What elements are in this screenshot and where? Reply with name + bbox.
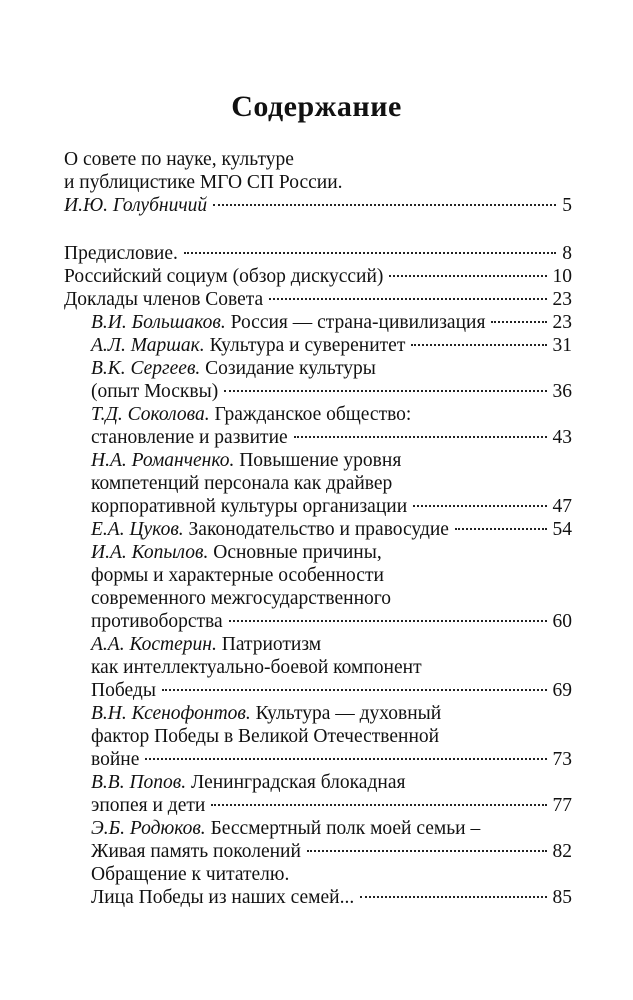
dot-leader [455, 528, 547, 530]
toc-entry [64, 771, 572, 817]
toc-page-number: 5 [562, 195, 572, 216]
toc-entry [64, 403, 572, 449]
dot-leader [224, 390, 546, 392]
toc-title: О совете по науке, культуре [64, 149, 294, 170]
toc-entry [64, 863, 572, 909]
dot-leader [413, 505, 546, 507]
toc-title: Российский социум (обзор дискуссий) [64, 266, 384, 287]
toc-title: современного межгосударственного [91, 588, 392, 609]
toc-line [91, 541, 572, 564]
toc-line [91, 380, 572, 403]
toc-entry [64, 518, 572, 541]
toc-title: Доклады членов Совета [64, 289, 264, 310]
dot-leader [213, 204, 556, 206]
toc-page-number: 69 [552, 680, 572, 701]
toc-page-number: 47 [552, 496, 572, 517]
toc-page-number: 31 [552, 335, 572, 356]
toc-title: Бессмертный полк моей семьи – [210, 818, 481, 839]
toc-line [64, 288, 572, 311]
toc-line [91, 725, 572, 748]
dot-leader [145, 758, 546, 760]
toc-title: и публицистике МГО СП России. [64, 172, 343, 193]
toc-author: И.Ю. Голубничий [64, 195, 208, 216]
toc-line [91, 771, 572, 794]
dot-leader [389, 275, 546, 277]
toc-entry [64, 357, 572, 403]
toc-page-number: 85 [552, 887, 572, 908]
toc-title: Основные причины, [213, 542, 382, 563]
toc-entry [64, 311, 572, 334]
toc-line [91, 702, 572, 725]
toc-title: эпопея и дети [91, 795, 206, 816]
toc-line [91, 817, 572, 840]
toc-line [91, 656, 572, 679]
toc-page-number: 54 [552, 519, 572, 540]
toc-line [91, 449, 572, 472]
toc-author: В.К. Сергеев. [91, 358, 201, 379]
toc-line [91, 748, 572, 771]
toc-page-number: 36 [552, 381, 572, 402]
toc-title: Созидание культуры [205, 358, 376, 379]
dot-leader [162, 689, 547, 691]
toc-line [91, 472, 572, 495]
toc-title: Гражданское общество: [214, 404, 412, 425]
toc-line [64, 148, 572, 171]
toc-line [91, 610, 572, 633]
dot-leader [491, 321, 546, 323]
toc-author: Э.Б. Родюков. [91, 818, 206, 839]
toc-line [64, 171, 572, 194]
toc-line [91, 311, 572, 334]
toc-entry [64, 288, 572, 311]
page-title: Содержание [231, 90, 402, 123]
dot-leader [269, 298, 546, 300]
toc-author: Е.А. Цуков. [91, 519, 184, 540]
toc-title: фактор Победы в Великой Отечественной [91, 726, 440, 747]
toc-title: войне [91, 749, 140, 770]
toc-entry [64, 242, 572, 265]
toc-title: Культура и суверенитет [209, 335, 406, 356]
toc-title: корпоративной культуры организации [91, 496, 408, 517]
toc-entry [64, 702, 572, 771]
dot-leader [229, 620, 547, 622]
toc-page-number: 73 [552, 749, 572, 770]
toc-title: становление и развитие [91, 427, 288, 448]
toc-author: А.А. Костерин. [91, 634, 217, 655]
toc-line [91, 426, 572, 449]
toc-line [91, 334, 572, 357]
toc-entry [64, 194, 572, 217]
toc-line [91, 403, 572, 426]
toc-title: противоборства [91, 611, 223, 632]
toc-author: А.Л. Маршак. [91, 335, 205, 356]
toc-title: Патриотизм [221, 634, 322, 655]
toc-line [64, 265, 572, 288]
toc-entry [64, 541, 572, 633]
toc-author: В.В. Попов. [91, 772, 187, 793]
toc-line [91, 679, 572, 702]
toc-page-number: 23 [552, 289, 572, 310]
toc-entry [64, 265, 572, 288]
toc-line [91, 518, 572, 541]
toc-title: Россия — страна-цивилизация [230, 312, 486, 333]
toc-line [91, 840, 572, 863]
toc-line [64, 194, 572, 217]
toc-line [91, 886, 572, 909]
toc-title: Законодательство и правосудие [188, 519, 449, 540]
toc-page-number: 43 [552, 427, 572, 448]
toc-title: как интеллектуально-боевой компонент [91, 657, 422, 678]
table-of-contents [64, 148, 572, 909]
toc-title: (опыт Москвы) [91, 381, 219, 402]
dot-leader [184, 252, 556, 254]
toc-title: формы и характерные особенности [91, 565, 384, 586]
toc-entry [64, 449, 572, 518]
toc-entry [64, 334, 572, 357]
toc-line [91, 794, 572, 817]
toc-entry [64, 817, 572, 863]
toc-line [91, 357, 572, 380]
dot-leader [411, 344, 546, 346]
toc-page-number: 82 [552, 841, 572, 862]
toc-title: Культура — духовный [255, 703, 442, 724]
toc-title: Ленинградская блокадная [191, 772, 406, 793]
toc-line [91, 495, 572, 518]
dot-leader [307, 850, 547, 852]
toc-author: Н.А. Романченко. [91, 450, 235, 471]
toc-page-number: 60 [552, 611, 572, 632]
toc-line [91, 633, 572, 656]
toc-title: Повышение уровня [239, 450, 402, 471]
toc-page-number: 10 [552, 266, 572, 287]
toc-title: Предисловие. [64, 243, 178, 264]
toc-author: И.А. Копылов. [91, 542, 209, 563]
toc-title: Лица Победы из наших семей... [91, 887, 355, 908]
toc-entry [64, 633, 572, 702]
toc-title: Победы [91, 680, 156, 701]
toc-author: Т.Д. Соколова. [91, 404, 210, 425]
toc-title: компетенций персонала как драйвер [91, 473, 393, 494]
toc-line [91, 564, 572, 587]
dot-leader [360, 896, 546, 898]
toc-page-number: 23 [552, 312, 572, 333]
dot-leader [211, 804, 546, 806]
toc-author: В.Н. Ксенофонтов. [91, 703, 251, 724]
toc-title: Обращение к читателю. [91, 864, 290, 885]
toc-line [91, 863, 572, 886]
toc-entry [64, 148, 572, 194]
toc-line [91, 587, 572, 610]
toc-title: Живая память поколений [91, 841, 301, 862]
toc-page-number: 77 [552, 795, 572, 816]
toc-line [64, 242, 572, 265]
toc-author: В.И. Большаков. [91, 312, 226, 333]
dot-leader [294, 436, 547, 438]
toc-page-number: 8 [562, 243, 572, 264]
